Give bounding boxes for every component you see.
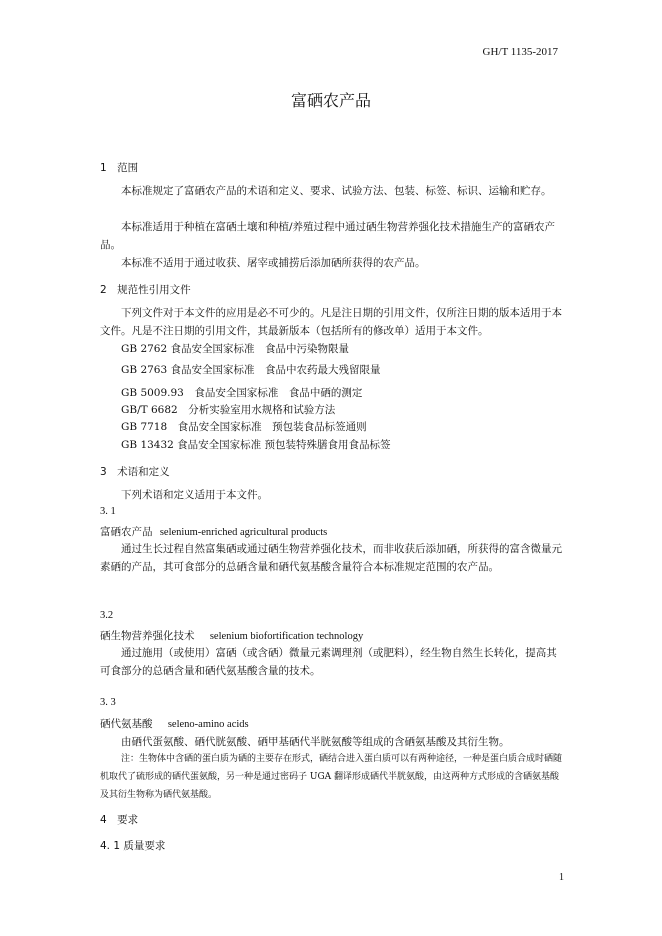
section-3-intro: 下列术语和定义适用于本文件。 <box>121 489 268 501</box>
term-number: 3. 3 <box>100 697 116 708</box>
term-definition: 由硒代蛋氨酸、硒代胱氨酸、硒甲基硒代半胱氨酸等组成的含硒氨基酸及其衍生物。 <box>121 736 510 748</box>
reference-item: GB 2763 食品安全国家标准 食品中农药最大残留限量 <box>121 364 381 376</box>
term-name-en: seleno-amino acids <box>167 719 249 730</box>
section-2-paragraph-1: 下列文件对于本文件的应用是必不可少的。凡是注日期的引用文件，仅所注日期的版本适用于本文件。凡是不注日期的引用文件，其最新版本（包括所有的修改单）适用于本文件。 <box>100 307 562 337</box>
term-number: 3. 1 <box>100 506 116 517</box>
term-number: 3.2 <box>100 610 114 621</box>
term-heading <box>100 628 363 643</box>
standard-number: GH/T 1135-2017 <box>482 46 558 58</box>
section-4-heading: 4 要求 <box>100 814 139 826</box>
term-heading <box>100 524 327 539</box>
document-title: 富硒农产品 <box>290 91 371 110</box>
reference-item: GB 13432 食品安全国家标准 预包装特殊膳食用食品标签 <box>121 439 391 451</box>
term-name-cn: 硒代氨基酸 <box>100 718 153 730</box>
term-name-cn: 硒生物营养强化技术 <box>100 630 195 642</box>
page-number: 1 <box>559 872 564 883</box>
reference-item: GB/T 6682 分析实验室用水规格和试验方法 <box>121 404 336 416</box>
term-heading <box>100 716 249 731</box>
section-2-heading: 2 规范性引用文件 <box>100 284 191 296</box>
section-1-paragraph-3: 本标准不适用于通过收获、屠宰或捕捞后添加硒所获得的农产品。 <box>121 257 426 269</box>
reference-item: GB 2762 食品安全国家标准 食品中污染物限量 <box>121 343 349 355</box>
section-1-paragraph-1: 本标准规定了富硒农产品的术语和定义、要求、试验方法、包装、标签、标识、运输和贮存。 <box>121 185 552 197</box>
section-1-heading: 1 范围 <box>100 162 139 174</box>
term-note: 注：生物体中含硒的蛋白质为硒的主要存在形式，硒结合进入蛋白质可以有两种途径，一种是蛋白质合成时硒随机取代了硫形成的硒代蛋氨酸，另一种是通过密码子 UGA 翻译形成硒代半胱氨酸，由这两种方式形成的含硒氨基酸及其衍生物称为硒代氨基酸。 <box>100 754 563 800</box>
term-name-en: selenium biofortification technology <box>209 631 364 642</box>
term-name-en: selenium-enriched agricultural products <box>159 527 328 538</box>
term-name-cn: 富硒农产品 <box>100 526 153 538</box>
section-1-paragraph-2: 本标准适用于种植在富硒土壤和种植/养殖过程中通过硒生物营养强化技术措施生产的富硒农产品。 <box>100 221 556 251</box>
section-3-heading: 3 术语和定义 <box>100 466 170 478</box>
reference-item: GB 7718 食品安全国家标准 预包装食品标签通则 <box>121 421 367 433</box>
term-definition: 通过生长过程自然富集硒或通过硒生物营养强化技术，而非收获后添加硒，所获得的富含微量元素硒的产品，其可食部分的总硒含量和硒代氨基酸含量符合本标准规定范围的农产品。 <box>100 543 562 573</box>
section-4-1-heading: 4. 1 质量要求 <box>100 840 166 852</box>
reference-item: GB 5009.93 食品安全国家标准 食品中硒的测定 <box>121 387 363 399</box>
term-definition: 通过施用（或使用）富硒（或含硒）微量元素调理剂（或肥料），经生物自然生长转化，提高其可食部分的总硒含量和硒代氨基酸含量的技术。 <box>100 647 557 677</box>
